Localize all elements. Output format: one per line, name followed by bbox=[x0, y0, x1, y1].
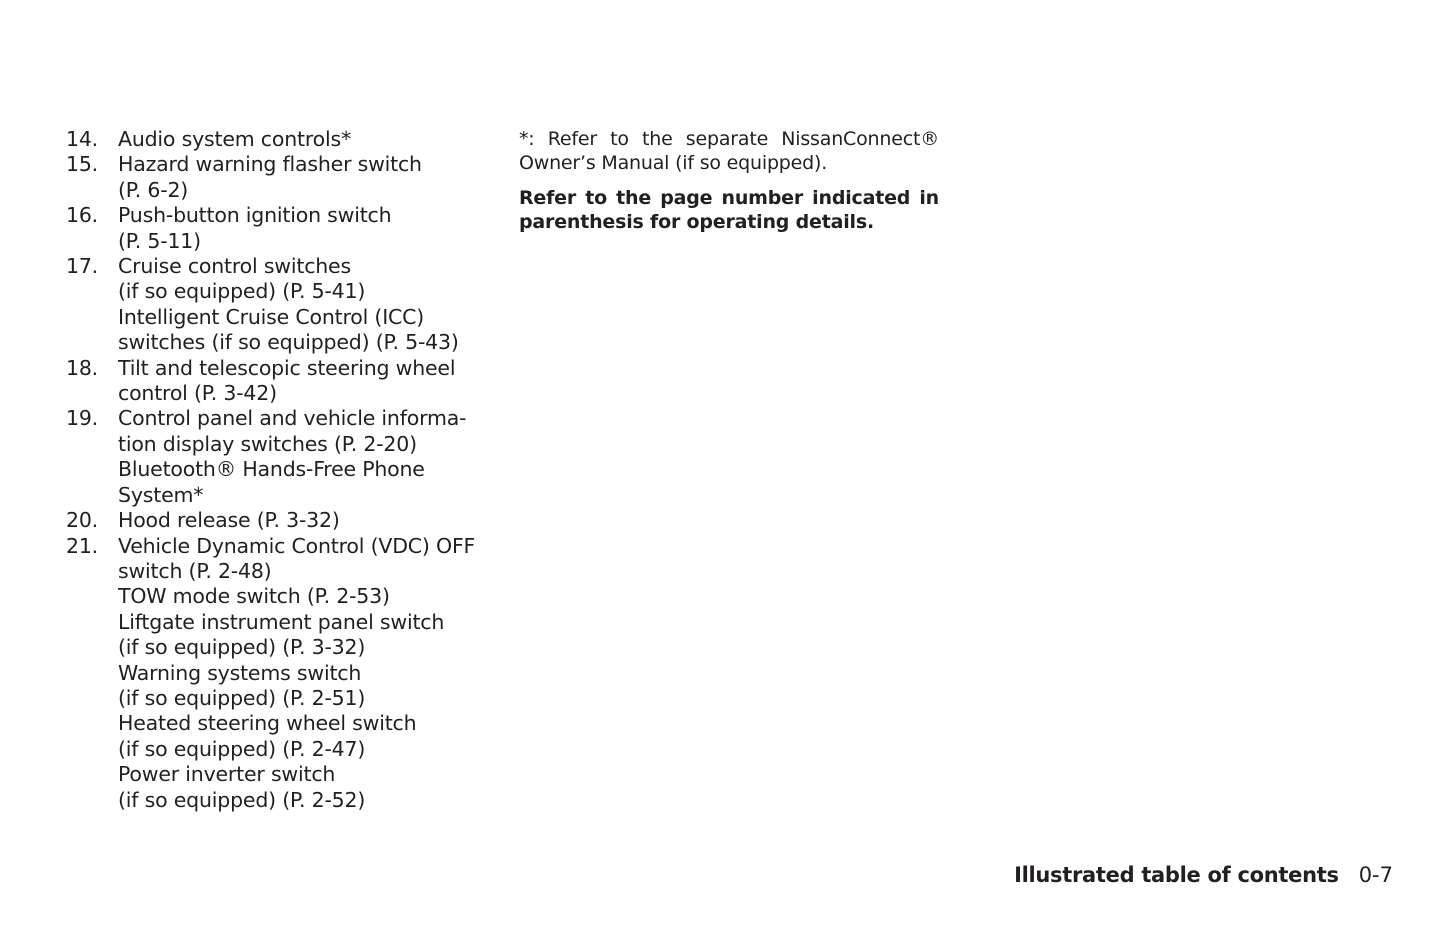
note-line: parenthesis for operating details. bbox=[519, 210, 874, 233]
list-item-17 bbox=[66, 254, 496, 356]
item-line: Audio system controls* bbox=[118, 127, 352, 151]
illustrated-contents-list bbox=[66, 127, 496, 813]
list-item-15 bbox=[66, 152, 496, 203]
item-line: Cruise control switches bbox=[118, 254, 351, 279]
item-line: System* bbox=[118, 482, 204, 507]
item-line: Hazard warning flasher switch bbox=[118, 152, 422, 177]
item-line: tion display switches (P. 2-20) bbox=[118, 431, 417, 456]
item-number: 16. bbox=[66, 203, 99, 228]
list-item-20 bbox=[66, 508, 496, 533]
item-line: (if so equipped) (P. 5-41) bbox=[118, 279, 366, 304]
note-line: Refer to the page number indicated in bbox=[519, 187, 939, 209]
item-line: Liftgate instrument panel switch bbox=[118, 609, 445, 634]
page-footer bbox=[1014, 861, 1393, 889]
footnote-line: *: Refer to the separate NissanConnect® bbox=[519, 128, 939, 150]
item-line: Tilt and telescopic steering wheel bbox=[118, 355, 456, 380]
item-number: 14. bbox=[66, 127, 99, 151]
item-line: (if so equipped) (P. 3-32) bbox=[118, 635, 366, 660]
footnote-line: Owner’s Manual (if so equipped). bbox=[519, 151, 828, 174]
operating-details-note bbox=[519, 187, 939, 234]
item-description bbox=[118, 534, 496, 813]
item-line: (if so equipped) (P. 2-51) bbox=[118, 685, 366, 710]
item-description bbox=[118, 508, 496, 533]
page-reference: (P. 6-2) bbox=[118, 177, 189, 202]
item-description bbox=[118, 203, 496, 254]
item-number: 18. bbox=[66, 355, 99, 380]
list-item-21 bbox=[66, 534, 496, 813]
item-description bbox=[118, 406, 496, 508]
item-number: 20. bbox=[66, 508, 99, 533]
item-line: Power inverter switch bbox=[118, 762, 336, 787]
item-line: Control panel and vehicle informa- bbox=[118, 406, 467, 431]
item-number: 19. bbox=[66, 406, 99, 431]
item-line: Bluetooth® Hands-Free Phone bbox=[118, 457, 425, 482]
item-description bbox=[118, 356, 496, 407]
item-line: Heated steering wheel switch bbox=[118, 711, 417, 736]
footnote bbox=[519, 128, 939, 175]
item-line: Intelligent Cruise Control (ICC) bbox=[118, 304, 425, 329]
item-line: Warning systems switch bbox=[118, 660, 362, 685]
page-number: 0-7 bbox=[1358, 863, 1393, 887]
item-line: switches (if so equipped) (P. 5-43) bbox=[118, 330, 459, 355]
page-reference: (P. 5-11) bbox=[118, 228, 201, 253]
item-number: 21. bbox=[66, 533, 99, 558]
item-line: switch (P. 2-48) bbox=[118, 558, 272, 583]
item-number: 17. bbox=[66, 254, 99, 279]
item-line: Vehicle Dynamic Control (VDC) OFF bbox=[118, 533, 476, 558]
section-title: Illustrated table of contents bbox=[1014, 863, 1339, 887]
item-line: (if so equipped) (P. 2-52) bbox=[118, 787, 366, 812]
item-description bbox=[118, 152, 496, 203]
list-item-16 bbox=[66, 203, 496, 254]
item-line: (if so equipped) (P. 2-47) bbox=[118, 736, 366, 761]
list-item-19 bbox=[66, 406, 496, 508]
item-description bbox=[118, 127, 496, 152]
list-item-14 bbox=[66, 127, 496, 152]
list-item-18 bbox=[66, 356, 496, 407]
item-line: Push-button ignition switch bbox=[118, 203, 392, 228]
notes-column bbox=[519, 128, 939, 234]
item-line: control (P. 3-42) bbox=[118, 381, 277, 406]
item-line: Hood release (P. 3-32) bbox=[118, 508, 340, 533]
item-line: TOW mode switch (P. 2-53) bbox=[118, 584, 390, 609]
item-description bbox=[118, 254, 496, 356]
item-number: 15. bbox=[66, 152, 99, 177]
